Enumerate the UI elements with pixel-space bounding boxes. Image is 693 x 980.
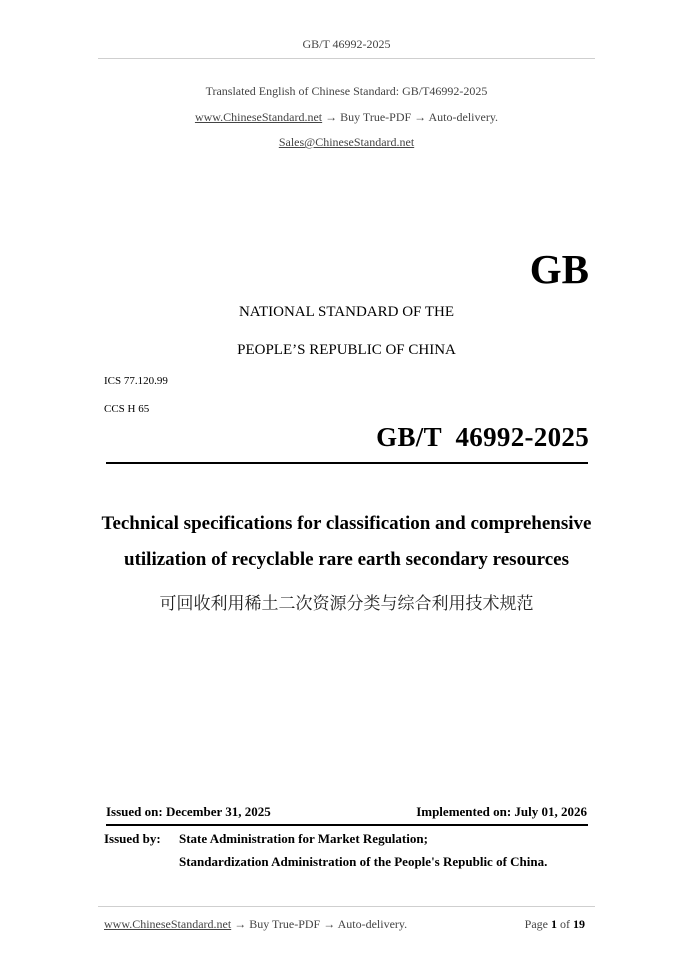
ccs-code: CCS H 65 — [104, 403, 150, 415]
footer-divider — [98, 906, 595, 907]
issuer-line1: State Administration for Market Regulation; — [179, 831, 428, 846]
purchase-line — [0, 110, 693, 125]
footer-purchase-line — [104, 917, 407, 932]
footer-site-link[interactable]: www.ChineseStandard.net — [104, 917, 232, 931]
arrow-icon: → — [323, 917, 336, 931]
footer-delivery-text: Auto-delivery. — [337, 917, 408, 931]
translation-note: Translated English of Chinese Standard: GB/T46992-2025 — [205, 84, 488, 98]
page-of: of — [560, 917, 570, 931]
title-cn: 可回收利用稀土二次资源分类与综合利用技术规范 — [159, 594, 534, 614]
page-current: 1 — [551, 917, 557, 931]
email-link[interactable]: Sales@ChineseStandard.net — [278, 135, 415, 149]
site-link[interactable]: www.ChineseStandard.net — [194, 110, 323, 124]
national-standard-line2: PEOPLE’S REPUBLIC OF CHINA — [237, 342, 456, 358]
title-en-line2: utilization of recyclable rare earth secondary resources — [124, 549, 569, 570]
arrow-icon: → — [414, 110, 427, 124]
ics-code: ICS 77.120.99 — [104, 375, 168, 387]
email-line — [0, 135, 693, 150]
issued-by-label: Issued by: — [104, 831, 161, 846]
title-en-line1: Technical specifications for classification and comprehensive — [101, 513, 592, 534]
national-standard-line1: NATIONAL STANDARD OF THE — [238, 304, 455, 320]
buy-text: Buy True-PDF — [340, 110, 412, 124]
header-divider — [98, 58, 595, 59]
arrow-icon: → — [234, 917, 247, 931]
footer-buy-text: Buy True-PDF — [249, 917, 321, 931]
issued-on-date: Issued on: December 31, 2025 — [106, 804, 271, 819]
page-indicator — [525, 917, 585, 932]
gb-mark: GB — [529, 246, 589, 292]
running-header: GB/T 46992-2025 — [302, 37, 391, 51]
page-total: 19 — [573, 917, 585, 931]
arrow-icon: → — [325, 110, 338, 124]
standard-code: GB/T 46992-2025 — [376, 422, 589, 452]
page-label: Page — [524, 917, 548, 931]
implemented-on-date: Implemented on: July 01, 2026 — [416, 804, 587, 819]
dates-divider — [106, 824, 588, 826]
issuer-line2: Standardization Administration of the People's Republic of China. — [179, 854, 548, 869]
delivery-text: Auto-delivery. — [428, 110, 499, 124]
code-underline — [106, 462, 588, 464]
